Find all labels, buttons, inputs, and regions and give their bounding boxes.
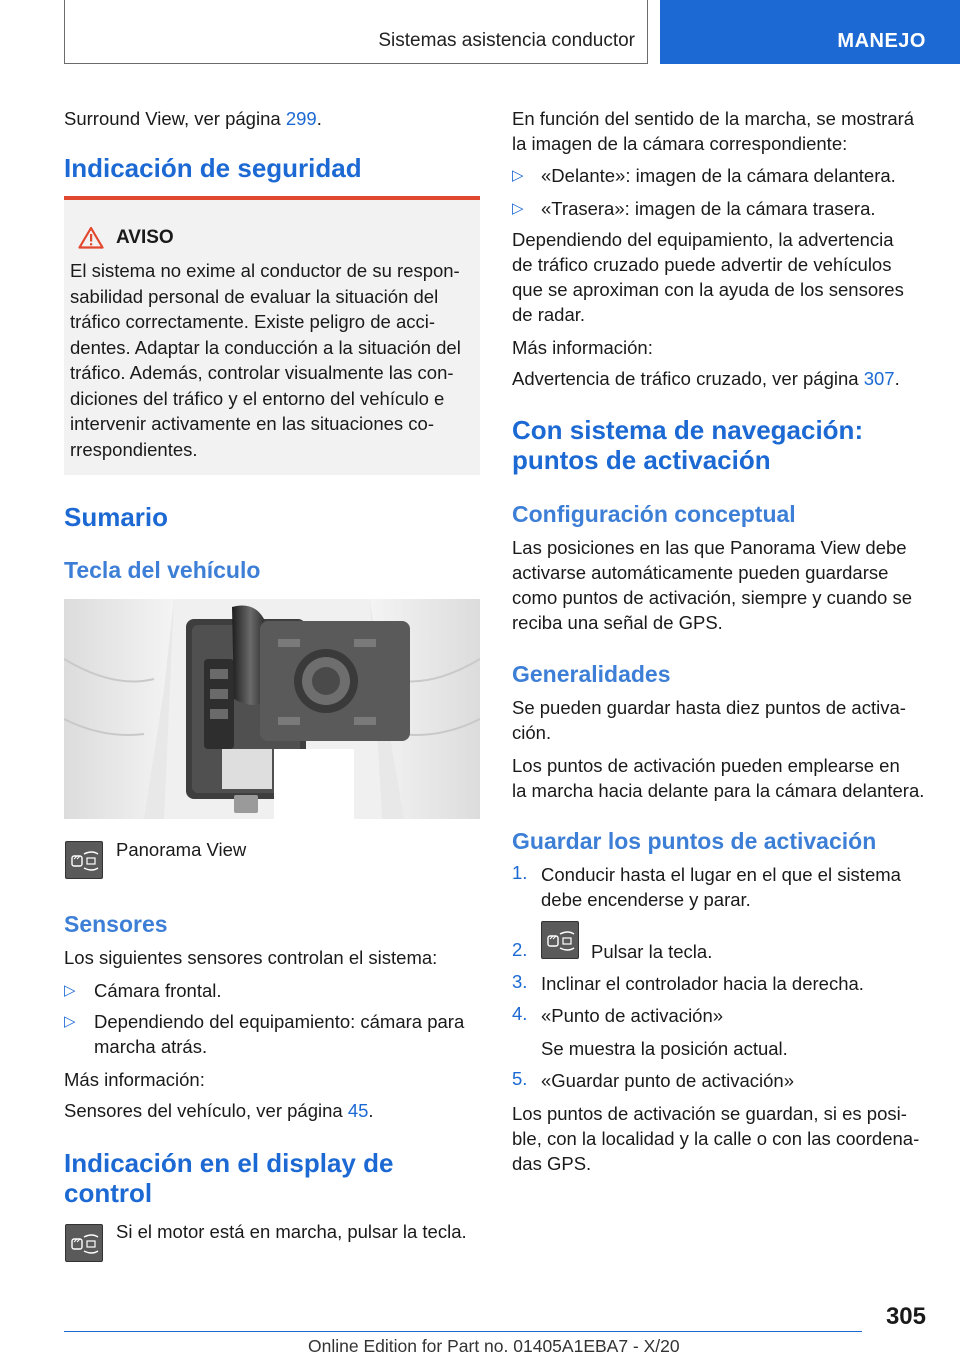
concept-line: reciba una señal de GPS. xyxy=(512,612,723,633)
warning-line: diciones del tráfico y el entorno del vehículo e xyxy=(70,387,445,409)
step-number: 4. xyxy=(512,1003,528,1024)
concept-line: activarse automáticamente pueden guardarse xyxy=(512,562,889,583)
display-heading-line1: Indicación en el display de xyxy=(64,1148,394,1178)
panorama-view-button-icon xyxy=(541,921,579,959)
edition-text: Online Edition for Part no. 01405A1EBA7 - X/20 xyxy=(308,1336,680,1356)
cross-ref-end: . xyxy=(894,368,900,389)
warning-line: rrespondientes. xyxy=(70,438,198,460)
page-link-307[interactable]: 307 xyxy=(863,368,895,389)
step-text: «Guardar punto de activación» xyxy=(541,1070,795,1091)
step-number: 5. xyxy=(512,1068,528,1089)
final-line: das GPS. xyxy=(512,1153,592,1174)
panorama-view-button-icon xyxy=(65,1224,103,1262)
step-number: 1. xyxy=(512,862,528,883)
page-link-299[interactable]: 299 xyxy=(285,108,317,129)
warning-line: dentes. Adaptar la conducción a la situación del xyxy=(70,336,461,358)
final-line: Los puntos de activación se guardan, si es posi- xyxy=(512,1103,907,1124)
camera-item: «Trasera»: imagen de la cámara trasera. xyxy=(541,198,876,219)
bullet-triangle-icon: ▷ xyxy=(64,982,76,999)
camera-item: «Delante»: imagen de la cámara delantera. xyxy=(541,165,896,186)
center-console-photo xyxy=(64,599,480,819)
general-heading: Generalidades xyxy=(512,661,671,687)
panorama-view-button-icon xyxy=(65,841,103,879)
nav-heading-line1: Con sistema de navegación: xyxy=(512,415,864,445)
page-header xyxy=(0,0,960,66)
warning-triangle-icon xyxy=(78,226,104,254)
page-link-45[interactable]: 45 xyxy=(347,1100,369,1121)
general-line: ción. xyxy=(512,722,552,743)
final-line: ble, con la localidad y la calle o con las coordena- xyxy=(512,1128,920,1149)
cross-line: de radar. xyxy=(512,304,586,325)
step-text: debe encenderse y parar. xyxy=(541,889,751,910)
sensors-ref-end: . xyxy=(368,1100,374,1121)
general-line: la marcha hacia delante para la cámara delantera. xyxy=(512,780,925,801)
cross-line: que se aproximan con la ayuda de los sensores xyxy=(512,279,904,300)
sensors-ref xyxy=(64,1098,374,1123)
sensor-item: Dependiendo del equipamiento: cámara para xyxy=(94,1011,465,1032)
concept-heading: Configuración conceptual xyxy=(512,501,796,527)
display-text: Si el motor está en marcha, pulsar la tecla. xyxy=(116,1221,467,1242)
more-info-label: Más información: xyxy=(512,337,653,358)
intro-end: . xyxy=(316,108,322,129)
chapter-tab[interactable] xyxy=(660,0,960,64)
warning-line: El sistema no exime al conductor de su respon- xyxy=(70,260,460,281)
warning-line: tráfico. Además, controlar visualmente las con- xyxy=(70,362,454,383)
warning-line: intervenir activamente en las situaciones co- xyxy=(70,413,435,434)
footer-divider xyxy=(64,1331,862,1332)
more-info-label: Más información: xyxy=(64,1069,205,1090)
concept-line: como puntos de activación, siempre y cuando se xyxy=(512,587,913,608)
step-number: 3. xyxy=(512,971,528,992)
warning-line: sabilidad personal de evaluar la situación del xyxy=(70,285,439,307)
cross-line: Dependiendo del equipamiento, la advertencia xyxy=(512,229,894,250)
summary-heading: Sumario xyxy=(64,502,169,532)
step-text: Conducir hasta el lugar en el que el sistema xyxy=(541,864,901,885)
concept-line: Las posiciones en las que Panorama View debe xyxy=(512,537,907,558)
bullet-triangle-icon: ▷ xyxy=(512,200,524,217)
cross-ref-text: Advertencia de tráfico cruzado, ver página xyxy=(512,368,864,389)
chapter-title: MANEJO xyxy=(837,30,926,52)
step-text: Pulsar la tecla. xyxy=(591,941,713,962)
sensors-text: Los siguientes sensores controlan el sistema: xyxy=(64,947,438,968)
safety-heading: Indicación de seguridad xyxy=(64,153,362,183)
sensor-item: Cámara frontal. xyxy=(94,980,222,1001)
step-number: 2. xyxy=(512,939,528,960)
intro-line: En función del sentido de la marcha, se mostrará xyxy=(512,108,915,129)
warning-text xyxy=(70,258,476,462)
step-text: «Punto de activación» xyxy=(541,1005,724,1026)
sensors-heading: Sensores xyxy=(64,911,168,937)
cross-ref xyxy=(512,366,900,391)
intro-text: Surround View, ver página xyxy=(64,108,286,129)
intro-paragraph xyxy=(64,106,322,131)
save-heading: Guardar los puntos de activación xyxy=(512,828,877,854)
section-title: Sistemas asistencia conductor xyxy=(378,30,635,51)
bullet-triangle-icon: ▷ xyxy=(64,1013,76,1030)
panorama-view-label: Panorama View xyxy=(116,839,247,860)
step-text: Inclinar el controlador hacia la derecha. xyxy=(541,973,864,994)
intro-line: la imagen de la cámara correspondiente: xyxy=(512,133,848,154)
warning-title: AVISO xyxy=(116,227,174,248)
warning-line: tráfico correctamente. Existe peligro de acci- xyxy=(70,311,436,332)
step-text: Se muestra la posición actual. xyxy=(541,1038,788,1059)
sensor-item-continued: marcha atrás. xyxy=(94,1036,208,1057)
sensors-ref-text: Sensores del vehículo, ver página xyxy=(64,1100,348,1121)
section-tab xyxy=(64,0,648,64)
general-line: Los puntos de activación pueden emplearse en xyxy=(512,755,900,776)
nav-heading-line2: puntos de activación xyxy=(512,445,771,475)
key-heading: Tecla del vehículo xyxy=(64,557,261,583)
bullet-triangle-icon: ▷ xyxy=(512,167,524,184)
warning-box xyxy=(64,196,480,475)
cross-line: de tráfico cruzado puede advertir de vehículos xyxy=(512,254,892,275)
general-line: Se pueden guardar hasta diez puntos de activa- xyxy=(512,697,906,718)
page-number: 305 xyxy=(885,1303,926,1330)
display-heading-line2: control xyxy=(64,1178,153,1208)
